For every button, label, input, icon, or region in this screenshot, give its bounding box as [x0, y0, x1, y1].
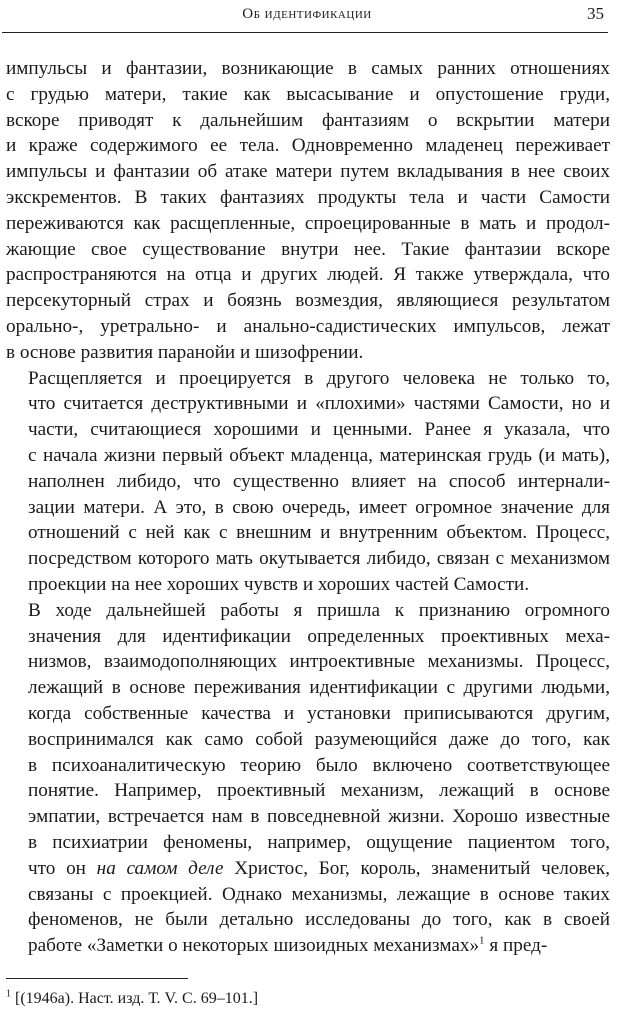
text-line: жающие свое существование внутри нее. Такие фантазии вскоре	[6, 238, 610, 260]
text-line: проекции на нее хороших чувств и хороших частей Самости.	[28, 573, 530, 595]
text-line: посредством которого мать окутывается либидо, связан с механизмом	[28, 548, 610, 570]
text-line: отношений с ней как с внешним и внутренним объектом. Процесс,	[28, 522, 610, 544]
text-line: импульсы и фантазии об атаке матери путем вкладывания в нее своих	[6, 161, 610, 183]
text-line: переживаются как расщепленные, спроецированные в мать и продол-	[6, 212, 610, 234]
footnote-text: [(1946a). Наст. изд. Т. V. С. 69–101.]	[15, 990, 259, 1007]
paragraph	[6, 56, 610, 366]
footnote	[6, 990, 258, 1008]
page-number: 35	[587, 4, 604, 23]
text-line: экскрементов. В таких фантазиях продукты тела и части Самости	[6, 186, 610, 208]
text-line: и краже содержимого ее тела. Одновременно младенец переживает	[6, 135, 610, 157]
text-line: зации матери. А это, в свою очередь, имеет огромное значение для	[28, 496, 610, 518]
paragraph	[6, 366, 610, 598]
text-line: в психоаналитическую теорию было включено соответствующее	[28, 754, 610, 776]
text-line: орально-, уретрально- и анально-садистических импульсов, лежат	[6, 315, 610, 337]
text-line: лежащий в основе переживания идентификации с другими людьми,	[28, 677, 610, 699]
page-header	[6, 2, 608, 28]
text-line: феноменов, не были детально исследованы до того, как в своей	[28, 909, 610, 931]
footnote-rule	[6, 978, 188, 979]
text-line: с начала жизни первый объект младенца, материнская грудь (и мать),	[28, 444, 610, 466]
text-line: эмпатии, встречается нам в повседневной жизни. Хорошо известные	[28, 806, 610, 828]
text-line: распространяются на отца и других людей. Я также утверждала, что	[6, 264, 610, 286]
text-line: связаны с проекцией. Однако механизмы, лежащие в основе таких	[28, 883, 610, 905]
text-line: низмов, взаимодополняющих интроективные механизмы. Процесс,	[28, 651, 610, 673]
text-line: с грудью матери, такие как высасывание и опустошение груди,	[6, 83, 610, 105]
emphasis-text: на самом деле	[96, 857, 224, 879]
text-line: персекуторный страх и боязнь возмездия, являющиеся результатом	[6, 290, 610, 312]
text-line: части, считающиеся хорошими и ценными. Ранее я указала, что	[28, 419, 610, 441]
paragraph	[6, 598, 610, 959]
text-line: в основе развития паранойи и шизофрении.	[6, 341, 364, 363]
text-line: Расщепляется и проецируется в другого человека не только то,	[28, 367, 610, 389]
text-line: наполнен либидо, что существенно влияет на способ интернали-	[28, 470, 610, 492]
text-line: импульсы и фантазии, возникающие в самых ранних отношениях	[6, 58, 610, 79]
footnote-reference: 1	[479, 934, 485, 947]
text-line: когда собственные качества и установки приписываются другим,	[28, 702, 610, 724]
body-text	[6, 56, 610, 959]
header-rule	[2, 32, 608, 33]
text-line: работе «Заметки о некоторых шизоидных механизмах»$^1$ я пред-	[28, 934, 548, 957]
text-line: значения для идентификации определенных проективных меха-	[28, 625, 610, 647]
footnote-marker: 1	[6, 988, 11, 1000]
running-head: Об идентификации	[242, 6, 372, 22]
text-line: В ходе дальнейшей работы я пришла к признанию огромного	[28, 599, 610, 621]
text-line: вскоре приводят к дальнейшим фантазиям о вскрытии матери	[6, 109, 610, 131]
text-line: что считается деструктивными и «плохими» частями Самости, но и	[28, 393, 610, 415]
text-line: в психиатрии феномены, например, ощущение пациентом того,	[28, 831, 610, 853]
text-line: воспринимался как само собой разумеющийся даже до того, как	[28, 728, 610, 750]
text-line: понятие. Например, проективный механизм, лежащий в основе	[28, 780, 610, 802]
text-line: что он на самом деле Христос, Бог, король, знаменитый человек,	[28, 857, 610, 879]
